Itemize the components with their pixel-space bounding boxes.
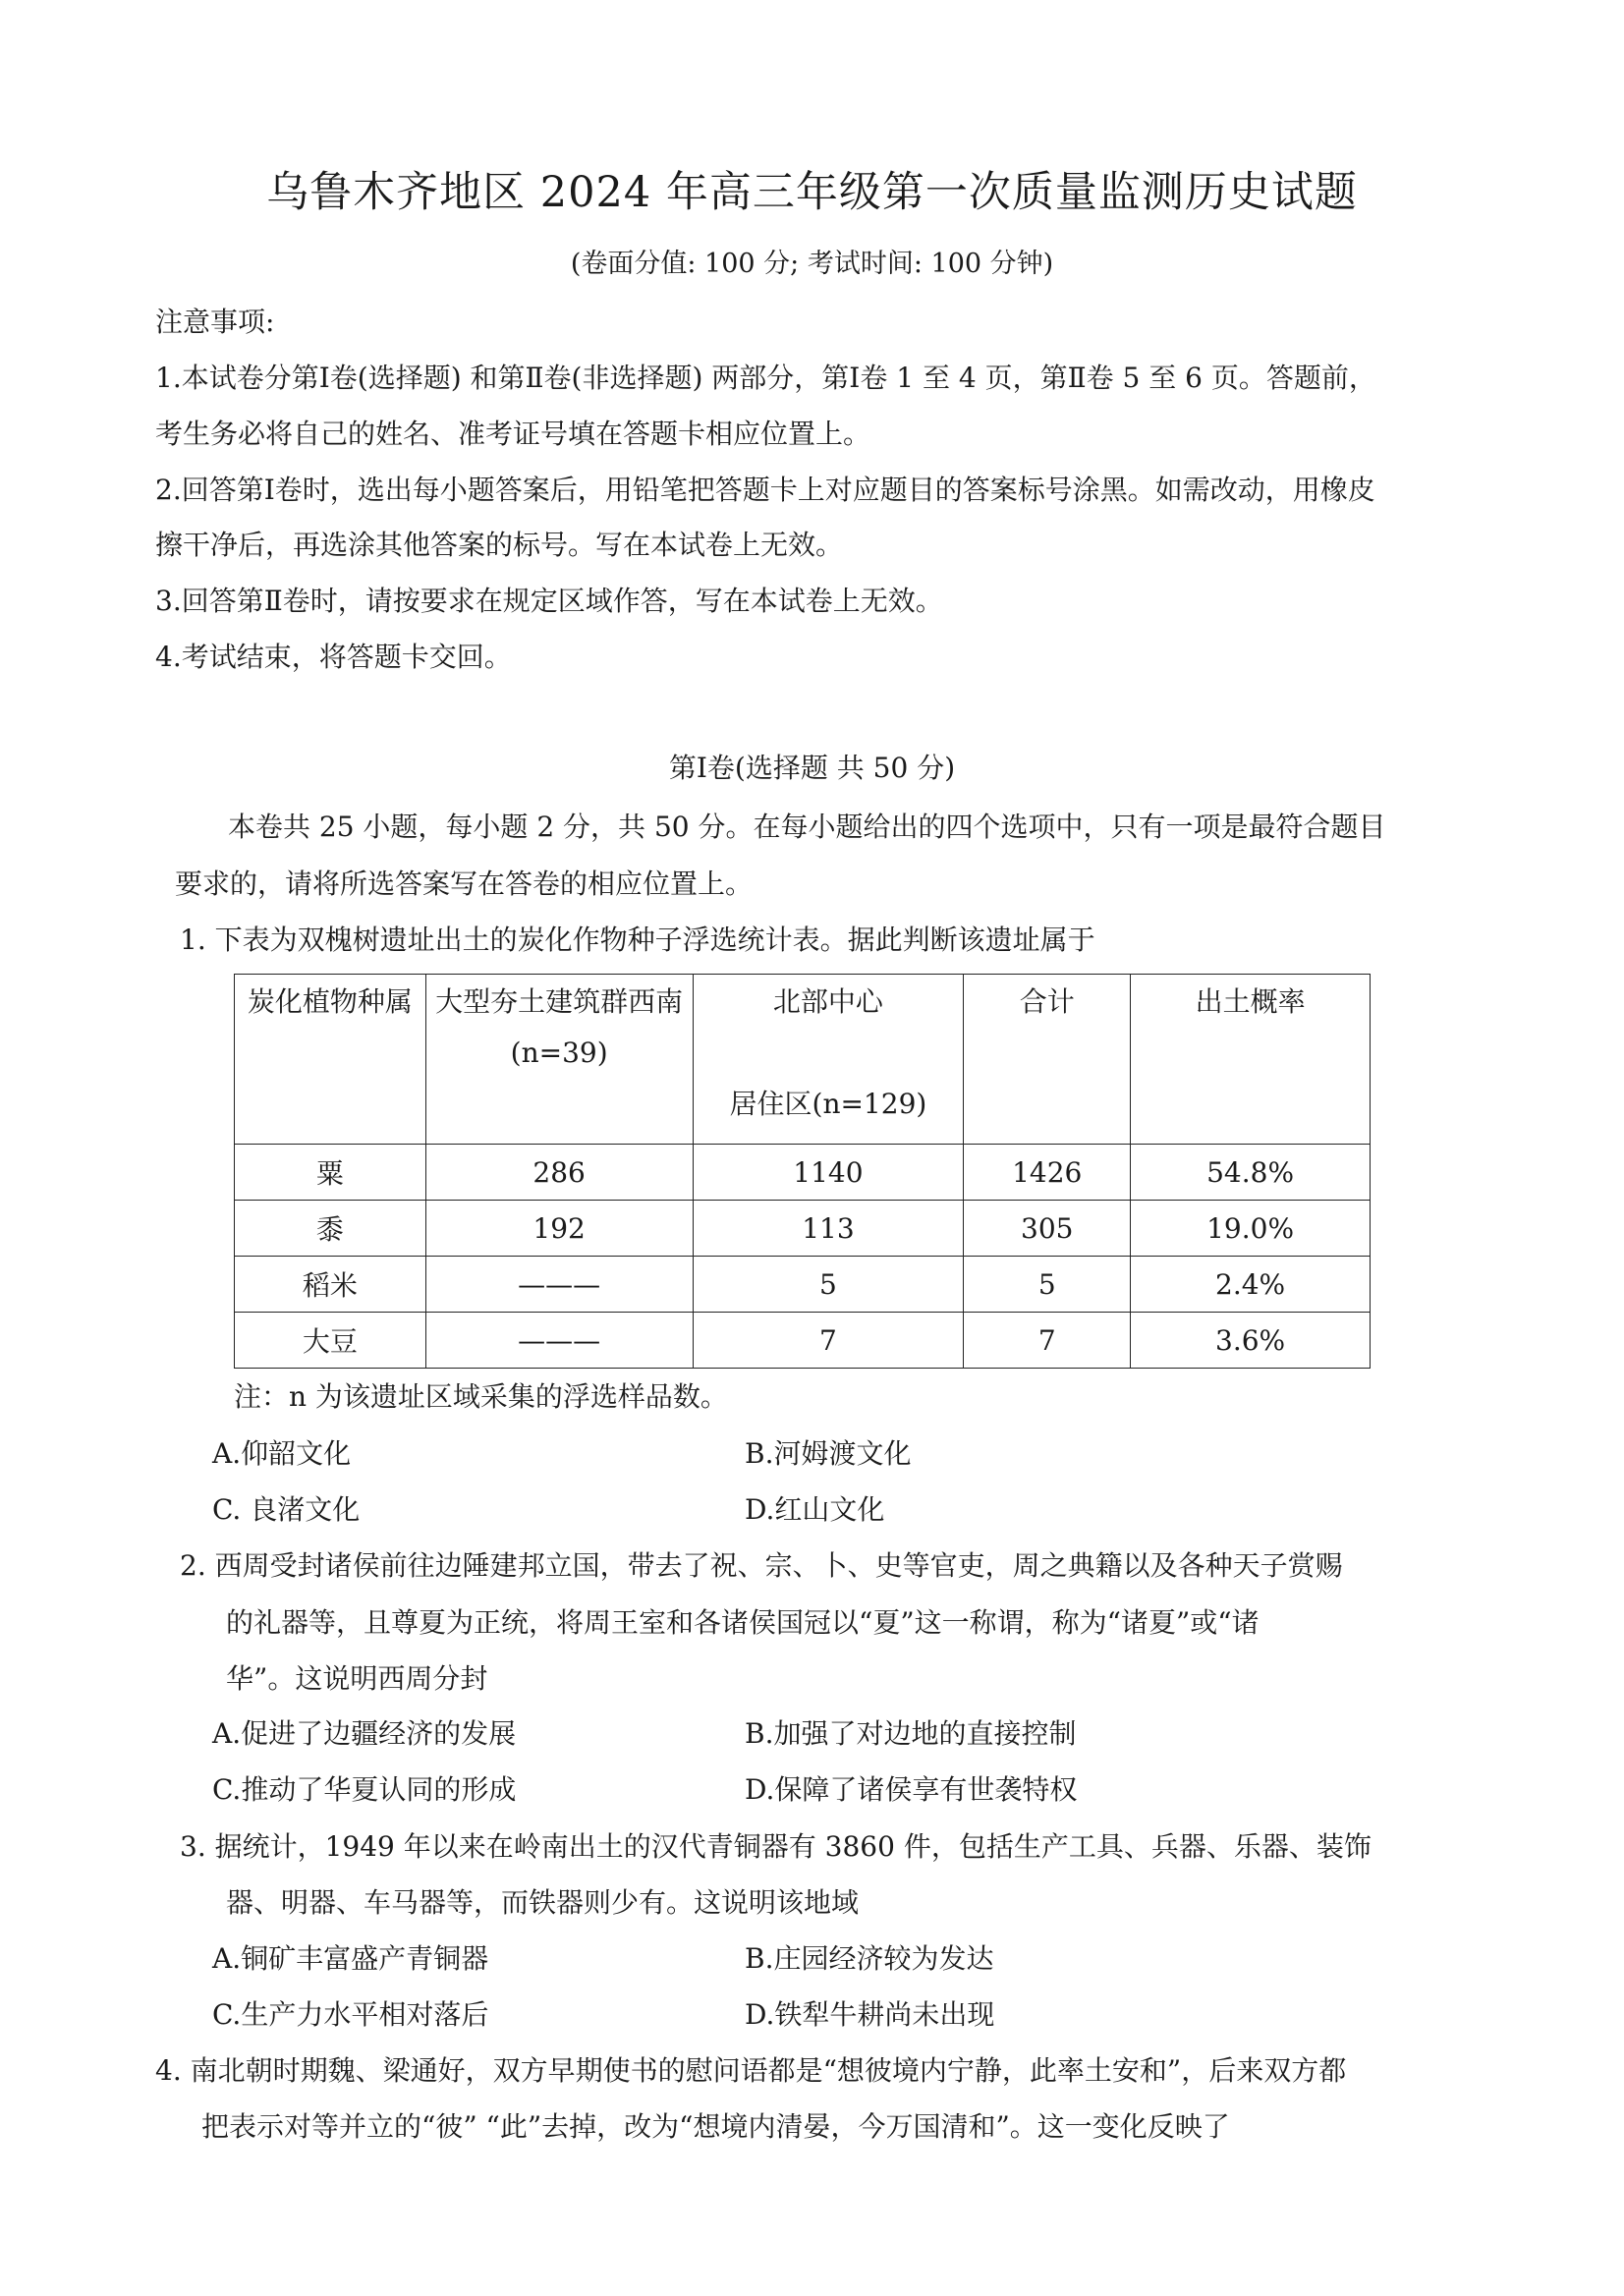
notice-line: 3.回答第Ⅱ卷时，请按要求在规定区域作答，写在本试卷上无效。 <box>155 585 943 617</box>
exam-title: 乌鲁木齐地区 2024 年高三年级第一次质量监测历史试题 <box>266 168 1358 217</box>
table-cell: 113 <box>693 1201 964 1257</box>
question-2-stem: 2. 西周受封诸侯前往边陲建邦立国，带去了祝、宗、卜、史等官吏，周之典籍以及各种天子赏赐 <box>180 1549 1343 1582</box>
table-row <box>235 1145 1371 1201</box>
question-3-stem: 3. 据统计，1949 年以来在岭南出土的汉代青铜器有 3860 件，包括生产工具、兵器、乐器、装饰 <box>180 1830 1372 1863</box>
option-d: D.保障了诸侯享有世袭特权 <box>745 1773 1078 1806</box>
table-header-cell: 炭化植物种属 <box>235 975 426 1145</box>
table-cell: 1140 <box>693 1145 964 1201</box>
section-intro: 要求的，请将所选答案写在答卷的相应位置上。 <box>175 868 754 900</box>
table-row <box>235 1257 1371 1313</box>
table-header-cell: 出土概率 <box>1131 975 1371 1145</box>
option-b: B.庄园经济较为发达 <box>745 1942 994 1975</box>
table-cell: 3.6% <box>1131 1313 1371 1369</box>
table-cell: 粟 <box>235 1145 426 1201</box>
seed-statistics-table <box>234 974 1371 1369</box>
section-title: 第Ⅰ卷(选择题 共 50 分) <box>668 752 956 784</box>
table-header-cell: 北部中心 居住区(n=129) <box>693 975 964 1145</box>
notice-line: 考生务必将自己的姓名、准考证号填在答题卡相应位置上。 <box>155 418 871 450</box>
table-cell: 1426 <box>964 1145 1131 1201</box>
section-intro: 本卷共 25 小题，每小题 2 分，共 50 分。在每小题给出的四个选项中，只有一项是最符合题目 <box>228 811 1386 843</box>
question-4-stem: 把表示对等并立的“彼” “此”去掉，改为“想境内清晏，今万国清和”。这一变化反映了 <box>201 2110 1230 2143</box>
notice-line: 2.回答第Ⅰ卷时，选出每小题答案后，用铅笔把答题卡上对应题目的答案标号涂黑。如需改动，用橡皮 <box>155 474 1375 506</box>
table-cell: 2.4% <box>1131 1257 1371 1313</box>
table-header-cell: 合计 <box>964 975 1131 1145</box>
notice-line: 4.考试结束，将答题卡交回。 <box>155 641 512 673</box>
question-4-stem: 4. 南北朝时期魏、梁通好，双方早期使书的慰问语都是“想彼境内宁静，此率土安和”，后来双方都 <box>155 2054 1347 2087</box>
question-3-stem: 器、明器、车马器等，而铁器则少有。这说明该地域 <box>226 1886 860 1919</box>
table-cell: ——— <box>425 1257 693 1313</box>
table-cell: ——— <box>425 1313 693 1369</box>
table-header-cell: 大型夯土建筑群西南 (n=39) <box>425 975 693 1145</box>
option-a: A.铜矿丰富盛产青铜器 <box>212 1942 489 1975</box>
option-d: D.铁犁牛耕尚未出现 <box>745 1998 995 2031</box>
table-row <box>235 1313 1371 1369</box>
question-2-stem: 的礼器等，且尊夏为正统，将周王室和各诸侯国冠以“夏”这一称谓，称为“诸夏”或“诸 <box>226 1606 1260 1639</box>
table-cell: 286 <box>425 1145 693 1201</box>
option-d: D.红山文化 <box>745 1493 885 1526</box>
table-cell: 7 <box>693 1313 964 1369</box>
table-cell: 5 <box>964 1257 1131 1313</box>
option-c: C.生产力水平相对落后 <box>212 1998 489 2031</box>
exam-subtitle: (卷面分值: 100 分; 考试时间: 100 分钟) <box>570 249 1054 279</box>
notice-line: 1.本试卷分第Ⅰ卷(选择题) 和第Ⅱ卷(非选择题) 两部分，第Ⅰ卷 1 至 4 页，第Ⅱ卷 5 至 6 页。答题前， <box>155 362 1376 394</box>
option-a: A.促进了边疆经济的发展 <box>212 1717 517 1750</box>
table-cell: 7 <box>964 1313 1131 1369</box>
option-c: C. 良渚文化 <box>212 1493 361 1526</box>
table-cell: 大豆 <box>235 1313 426 1369</box>
table-cell: 19.0% <box>1131 1201 1371 1257</box>
option-b: B.加强了对边地的直接控制 <box>745 1717 1077 1750</box>
question-1-stem: 1. 下表为双槐树遗址出土的炭化作物种子浮选统计表。据此判断该遗址属于 <box>180 924 1095 956</box>
question-2-stem: 华”。这说明西周分封 <box>226 1662 488 1695</box>
table-header-row <box>235 975 1371 1145</box>
table-note: 注：n 为该遗址区域采集的浮选样品数。 <box>234 1380 728 1413</box>
table-cell: 稻米 <box>235 1257 426 1313</box>
option-b: B.河姆渡文化 <box>745 1437 912 1470</box>
notice-line: 擦干净后，再选涂其他答案的标号。写在本试卷上无效。 <box>155 529 844 561</box>
table-cell: 黍 <box>235 1201 426 1257</box>
table-cell: 192 <box>425 1201 693 1257</box>
table-cell: 5 <box>693 1257 964 1313</box>
option-a: A.仰韶文化 <box>212 1437 352 1470</box>
notice-heading: 注意事项: <box>155 306 275 338</box>
table-row <box>235 1201 1371 1257</box>
option-c: C.推动了华夏认同的形成 <box>212 1773 517 1806</box>
table-cell: 305 <box>964 1201 1131 1257</box>
table-cell: 54.8% <box>1131 1145 1371 1201</box>
